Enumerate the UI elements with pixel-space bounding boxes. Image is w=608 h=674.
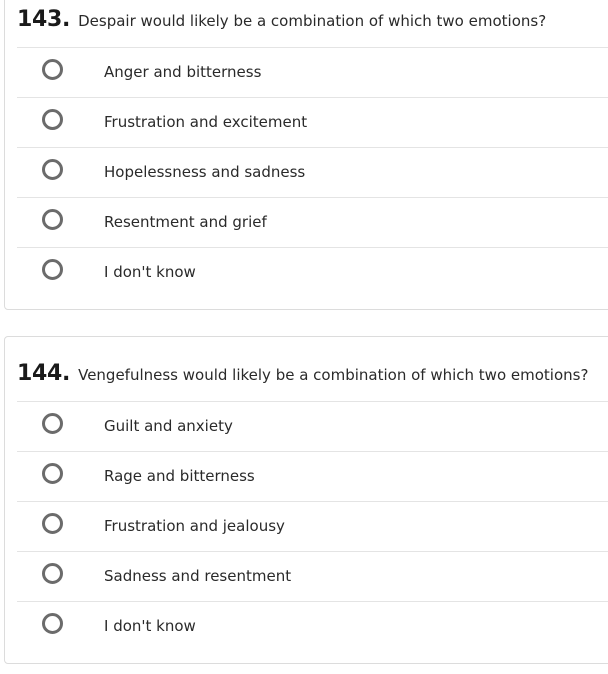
answer-option[interactable]	[17, 551, 608, 601]
question-card-144	[4, 336, 608, 664]
answer-option[interactable]	[17, 601, 608, 651]
answer-option-label: Hopelessness and sadness	[104, 163, 306, 181]
radio-unselected-icon[interactable]	[42, 159, 63, 180]
answer-option-label: I don't know	[104, 617, 196, 635]
answer-option-label: Sadness and resentment	[104, 567, 292, 585]
question-text: Vengefulness would likely be a combination of which two emotions?	[78, 366, 589, 384]
answer-options	[17, 47, 608, 297]
question-number: 143.	[17, 7, 71, 32]
radio-unselected-icon[interactable]	[42, 59, 63, 80]
answer-option-label: Frustration and excitement	[104, 113, 308, 131]
answer-option-label: I don't know	[104, 263, 196, 281]
radio-unselected-icon[interactable]	[42, 513, 63, 534]
answer-option-label: Anger and bitterness	[104, 63, 262, 81]
question-number: 144.	[17, 361, 71, 386]
radio-unselected-icon[interactable]	[42, 413, 63, 434]
radio-unselected-icon[interactable]	[42, 563, 63, 584]
answer-option[interactable]	[17, 501, 608, 551]
question-header	[17, 361, 588, 386]
radio-unselected-icon[interactable]	[42, 259, 63, 280]
radio-unselected-icon[interactable]	[42, 209, 63, 230]
answer-option-label: Resentment and grief	[104, 213, 267, 231]
radio-unselected-icon[interactable]	[42, 613, 63, 634]
answer-option[interactable]	[17, 451, 608, 501]
answer-option[interactable]	[17, 147, 608, 197]
answer-option[interactable]	[17, 47, 608, 97]
question-header	[17, 7, 546, 32]
answer-option[interactable]	[17, 247, 608, 297]
answer-option[interactable]	[17, 197, 608, 247]
radio-unselected-icon[interactable]	[42, 463, 63, 484]
answer-option-label: Guilt and anxiety	[104, 417, 233, 435]
answer-option[interactable]	[17, 401, 608, 451]
question-card-143	[4, 0, 608, 310]
radio-unselected-icon[interactable]	[42, 109, 63, 130]
answer-option-label: Rage and bitterness	[104, 467, 255, 485]
answer-options	[17, 401, 608, 651]
answer-option-label: Frustration and jealousy	[104, 517, 285, 535]
answer-option[interactable]	[17, 97, 608, 147]
question-text: Despair would likely be a combination of which two emotions?	[78, 12, 547, 30]
